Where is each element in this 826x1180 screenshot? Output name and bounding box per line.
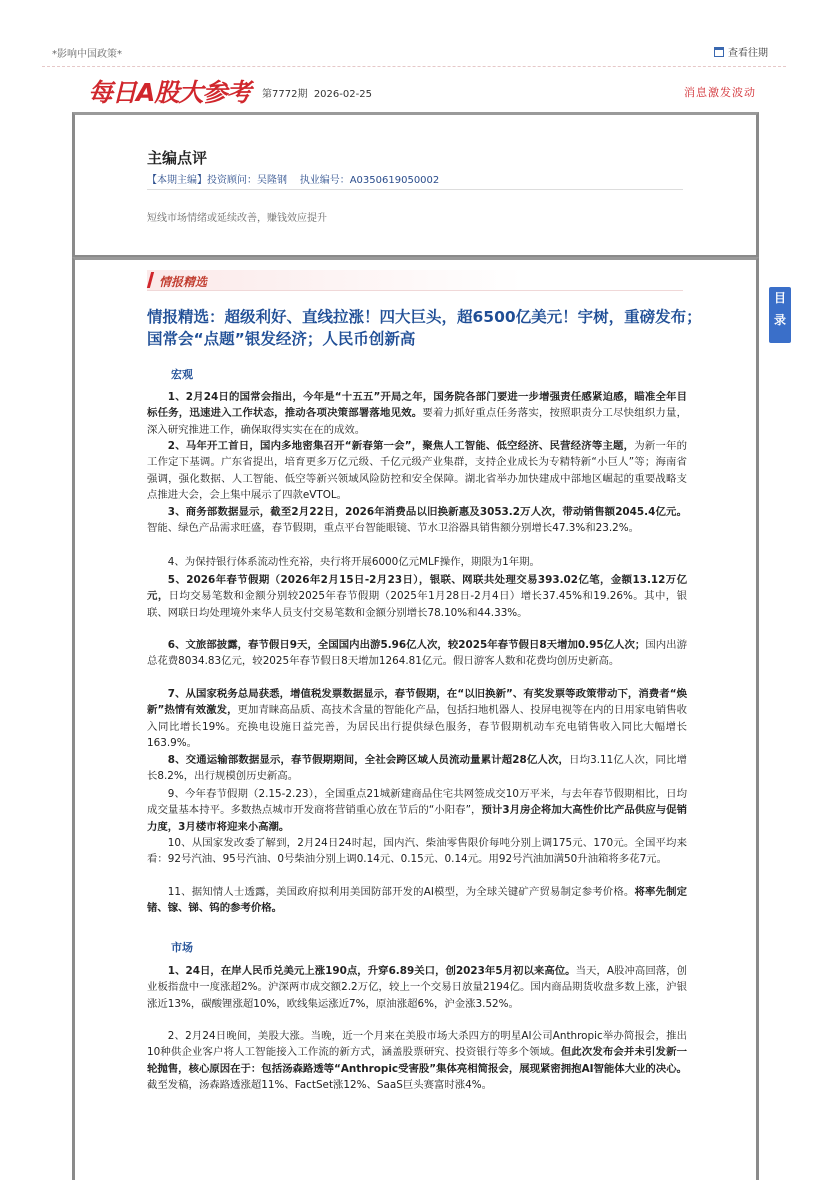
top-slogan: *影响中国政策* (52, 49, 122, 60)
headline-line-2: 国常会“点题”银发经济；人民币创新高 (147, 330, 416, 348)
editor-comment: 短线市场情绪或延续改善，赚钱效应提升 (147, 213, 327, 224)
issue-date: 2026-02-25 (313, 89, 372, 100)
masthead (42, 66, 786, 107)
macro-item-3: 3、商务部数据显示，截至2月22日，2026年消费品以旧换新惠及3053.2万人次，带动销售额2045.4亿元。智能、绿色产品需求旺盛，春节假期，重点平台智能眼镜、节水卫浴器具销售额分别增长47.3%和23.2%。 (147, 506, 687, 535)
editor-meta (147, 171, 439, 186)
history-label: 查看往期 (728, 48, 768, 59)
section-tag (147, 270, 683, 291)
logo: 每日A股大参考 (88, 78, 251, 107)
headline (147, 306, 747, 350)
meta-license: 执业编号：A0350619050002 (299, 175, 440, 186)
macro-item-10: 10、从国家发改委了解到，2月24日24时起，国内汽、柴油零售限价每吨分别上调175元、170元。全国平均来看：92号汽油、95号汽油、0号柴油分别上调0.14元、0.15元、0.14元。用92号汽油加满50升油箱将多花7元。 (147, 837, 687, 866)
editor-comment-panel (72, 112, 759, 258)
macro-item-4: 4、为保持银行体系流动性充裕，央行将开展6000亿元MLF操作，期限为1年期。 (167, 556, 540, 568)
section-macro: 宏观 (171, 368, 193, 381)
macro-item-9: 9、今年春节假期（2.15-2.23），全国重点21城新建商品住宅共网签成交10万平米，与去年春节假期相比，日均成交量基本持平。多数热点城市开发商将营销重心放在节后的“小阳春”，预计3月房企将加大高性价比产品供应与促销力度，3月楼市将迎来小高潮。 (147, 788, 688, 833)
section-market: 市场 (171, 941, 193, 954)
calendar-icon (714, 47, 724, 57)
toc-button[interactable]: 目录 (769, 287, 791, 343)
macro-item-6: 6、文旅部披露，春节假日9天，全国国内出游5.96亿人次，较2025年春节假日8天增加0.95亿人次；国内出游总花费8034.83亿元，较2025年春节假日8天增加1264.81亿元。假日游客人数和花费均创历史新高。 (147, 639, 687, 668)
meta-advisor: 投资顾问：吴隆钢 (207, 175, 287, 186)
editor-title: 主编点评 (147, 149, 208, 167)
macro-item-11: 11、据知情人士透露，美国政府拟利用美国防部开发的AI模型，为全球关键矿产贸易制定参考价格。将率先制定锗、镓、锑、钨的参考价格。 (147, 886, 688, 915)
macro-item-8: 8、交通运输部数据显示，春节假期期间，全社会跨区域人员流动量累计超28亿人次，日均3.11亿人次，同比增长8.2%，出行规模创历史新高。 (147, 754, 687, 783)
headline-line-1: 情报精选：超级利好、直线拉涨！四大巨头，超6500亿美元！宇树，重磅发布； (147, 308, 702, 326)
issue-info (262, 85, 372, 100)
history-link[interactable] (714, 44, 768, 59)
masthead-slogan: 消息激发波动 (684, 86, 756, 99)
issue-number: 第7772期 (262, 89, 308, 100)
divider (147, 189, 683, 190)
top-bar (0, 0, 826, 60)
macro-item-5: 5、2026年春节假期（2026年2月15日-2月23日），银联、网联共处理交易393.02亿笔，金额13.12万亿元，日均交易笔数和金额分别较2025年春节假期（2025年1月28日-2月4日）增长37.45%和19.26%。其中，银联、网联日均处理境外来华人员支付交易笔数和金额分别增长78.10%和44.33%。 (147, 574, 687, 619)
market-item-1: 1、24日，在岸人民币兑美元上涨190点，升穿6.89关口，创2023年5月初以来高位。当天，A股冲高回落，创业板指盘中一度涨超2%。沪深两市成交额2.2万亿，较上一个交易日放量2194亿。国内商品期货收盘多数上涨，沪银涨近13%，碳酸锂涨超10%，欧线集运涨近7%，原油涨超6%，沪金涨3.52%。 (147, 965, 687, 1010)
market-item-2: 2、2月24日晚间，美股大涨。当晚，近一个月来在美股市场大杀四方的明星AI公司Anthropic举办简报会，推出10种供企业客户将人工智能接入工作流的新方式，涵盖股票研究、投资银行等多个领域。但此次发布会并未引发新一轮抛售，核心原因在于：包括汤森路透等“Anthropic受害股”集体亮相简报会，展现紧密拥抱AI智能体大业的决心。截至发稿，汤森路透涨超11%、FactSet涨12%、SaaS巨头赛富时涨4%。 (147, 1030, 688, 1092)
macro-item-7: 7、从国家税务总局获悉，增值税发票数据显示，春节假期，在“以旧换新”、有奖发票等政策带动下，消费者“焕新”热情有效激发，更加青睐高品质、高技术含量的智能化产品，包括扫地机器人、投屏电视等在内的日用家电销售收入同比增长19%。充换电设施日益完善，为居民出行提供绿色服务，春节假期机动车充电销售收入同比大幅增长163.9%。 (147, 688, 687, 750)
intel-panel (72, 257, 759, 1180)
macro-item-2: 2、马年开工首日，国内多地密集召开“新春第一会”，聚焦人工智能、低空经济、民营经济等主题，为新一年的工作定下基调。广东省提出，培育更多万亿元级、千亿元级产业集群，支持企业成长为专精特新“小巨人”等；海南省强调，强化数据、人工智能、低空等新兴领域风险防控和安全保障。湖北省举办加快建成中部地区崛起的重要战略支点推进大会，会上集中展示了四款eVTOL。 (147, 440, 687, 502)
meta-editor: 【本期主编】 (147, 175, 207, 186)
section-tag-label: 情报精选 (159, 275, 208, 289)
macro-item-1: 1、2月24日的国常会指出，今年是“十五五”开局之年，国务院各部门要进一步增强责任感紧迫感，瞄准全年目标任务，迅速进入工作状态，推动各项决策部署落地见效。要着力抓好重点任务落实，按照职责分工尽快组织力量，深入研究推进工作，确保取得实实在在的成效。 (147, 391, 688, 436)
